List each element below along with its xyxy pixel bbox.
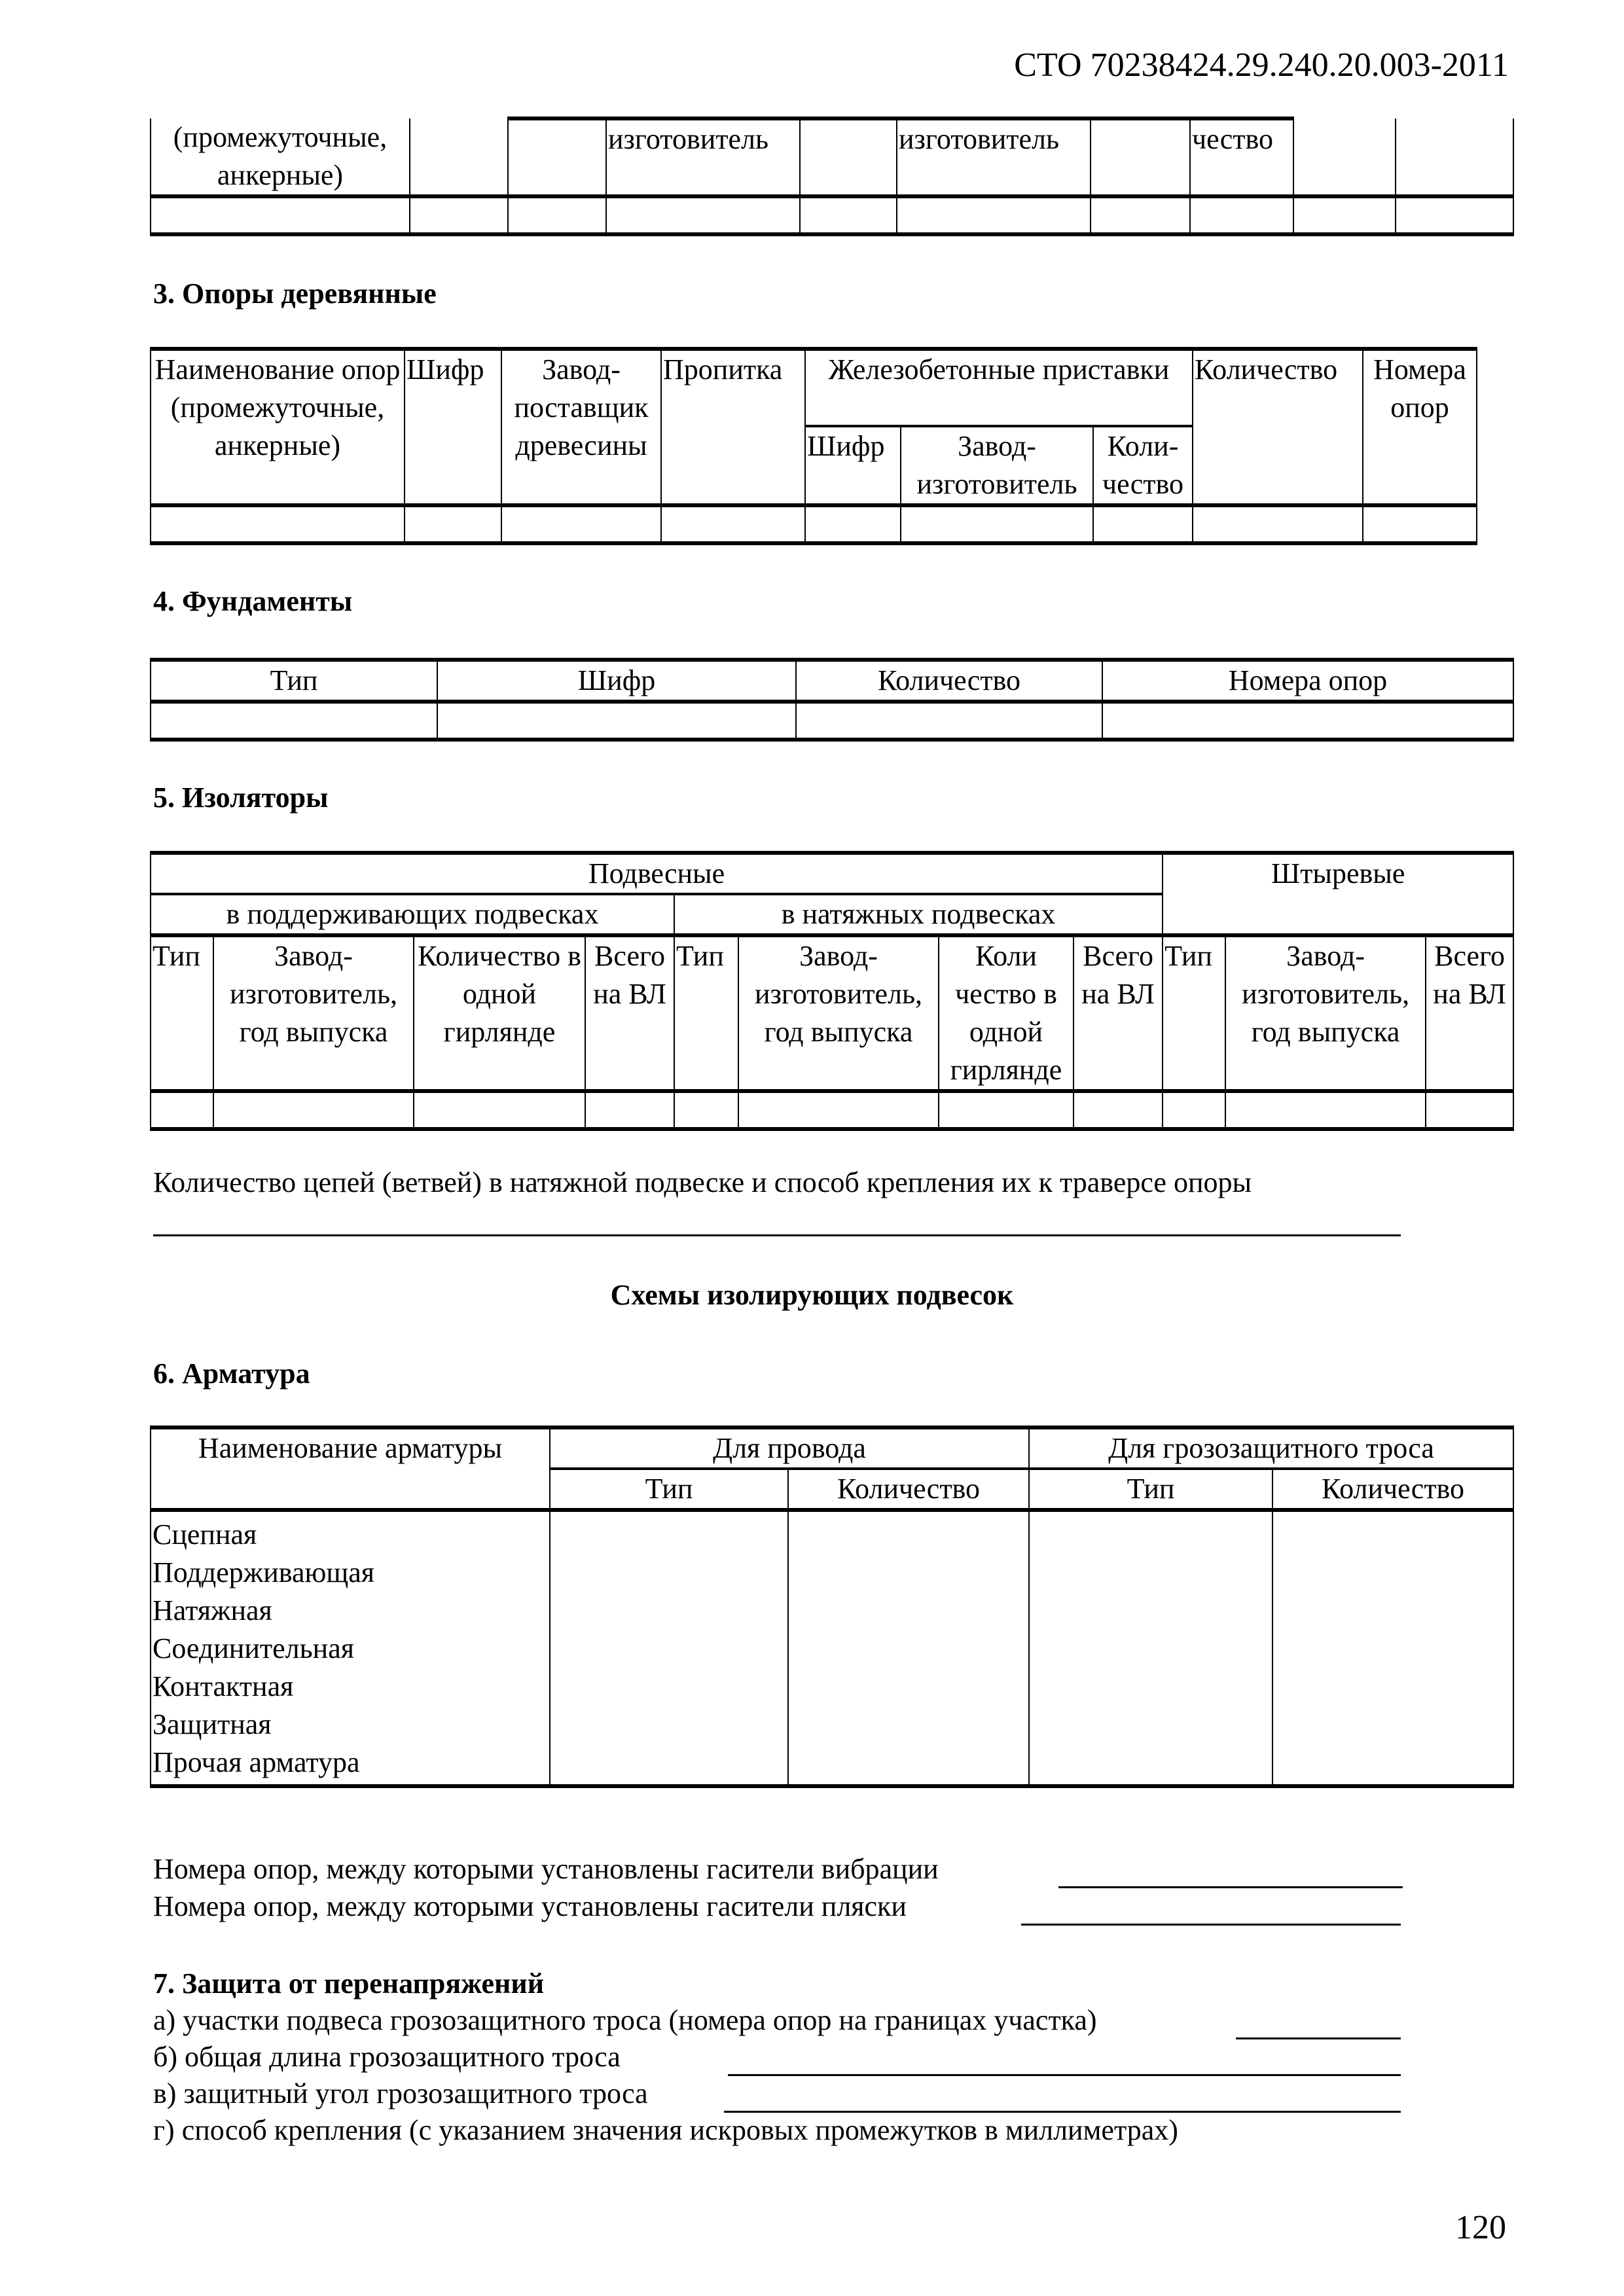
item-d-label: г) способ крепления (с указанием значения искровых промежутков в миллиметрах) xyxy=(153,2114,1178,2146)
header-name: Наименование арматуры xyxy=(151,1427,550,1510)
header-qty: Количество xyxy=(1193,349,1363,505)
section-7-title: 7. Защита от перенапряжений xyxy=(153,1967,545,2000)
header-maker: Завод-изготовитель, год выпуска xyxy=(213,935,414,1091)
dance-dampers-fill-line[interactable] xyxy=(1021,1924,1401,1926)
input-cell[interactable] xyxy=(738,1091,939,1129)
input-cell[interactable] xyxy=(151,196,410,234)
insulators-table xyxy=(150,851,1514,1131)
input-cell[interactable] xyxy=(1093,505,1193,543)
header-qty: Количество xyxy=(796,660,1102,702)
continued-table xyxy=(150,117,1514,236)
input-cell[interactable] xyxy=(151,702,437,740)
header-type: Тип xyxy=(151,935,213,1091)
input-cell[interactable] xyxy=(414,1091,585,1129)
input-cell[interactable] xyxy=(788,1510,1029,1786)
input-cell[interactable] xyxy=(1190,196,1293,234)
header-code: Шифр xyxy=(437,660,796,702)
header-total: Всего на ВЛ xyxy=(585,935,674,1091)
fitting-row: Сцепная xyxy=(153,1518,257,1551)
header-qty-string: Коли чество в одной гирлянде xyxy=(939,935,1074,1091)
cell-maker: изготовитель xyxy=(897,118,1091,196)
input-cell[interactable] xyxy=(1293,196,1396,234)
input-cell[interactable] xyxy=(1193,505,1363,543)
header-name: Наименование опор (промежуточные, анкерные) xyxy=(151,349,405,505)
input-cell[interactable] xyxy=(901,505,1093,543)
input-cell[interactable] xyxy=(1074,1091,1163,1129)
header-type: Тип xyxy=(1163,935,1225,1091)
input-cell[interactable] xyxy=(1396,196,1513,234)
fitting-row: Натяжная xyxy=(153,1594,272,1626)
fittings-list xyxy=(151,1510,550,1786)
item-c-label: в) защитный угол грозозащитного троса xyxy=(153,2077,648,2109)
vibration-dampers-fill-line[interactable] xyxy=(1058,1886,1403,1888)
input-cell[interactable] xyxy=(1029,1510,1272,1786)
input-cell[interactable] xyxy=(674,1091,738,1129)
document-code: СТО 70238424.29.240.20.003-2011 xyxy=(1014,46,1509,84)
chains-note: Количество цепей (ветвей) в натяжной подвеске и способ крепления их к траверсе опоры xyxy=(153,1166,1252,1198)
dance-dampers-label: Номера опор, между которыми установлены гасители пляски xyxy=(153,1890,907,1922)
section-4-title: 4. Фундаменты xyxy=(153,585,353,617)
input-cell[interactable] xyxy=(213,1091,414,1129)
input-cell[interactable] xyxy=(151,505,405,543)
header-supplier: Завод-поставщик древесины xyxy=(501,349,661,505)
input-cell[interactable] xyxy=(606,196,800,234)
input-cell[interactable] xyxy=(1225,1091,1426,1129)
input-cell[interactable] xyxy=(437,702,796,740)
item-a-label: а) участки подвеса грозозащитного троса (номера опор на границах участка) xyxy=(153,2004,1097,2036)
header-rc-qty: Коли-чество xyxy=(1093,426,1193,505)
header-type: Тип xyxy=(674,935,738,1091)
cell-qty: чество xyxy=(1190,118,1293,196)
cell xyxy=(1293,118,1396,196)
input-cell[interactable] xyxy=(405,505,501,543)
input-cell[interactable] xyxy=(1272,1510,1513,1786)
input-cell[interactable] xyxy=(796,702,1102,740)
input-cell[interactable] xyxy=(1363,505,1477,543)
input-cell[interactable] xyxy=(1102,702,1513,740)
header-type: Тип xyxy=(151,660,437,702)
item-b-fill-line[interactable] xyxy=(728,2074,1401,2076)
header-supporting: в поддерживающих подвесках xyxy=(151,894,674,935)
header-for-wire: Для провода xyxy=(550,1427,1029,1469)
input-cell[interactable] xyxy=(501,505,661,543)
header-qty: Количество xyxy=(788,1469,1029,1510)
cell-name: (промежуточные, анкерные) xyxy=(151,118,410,196)
input-cell[interactable] xyxy=(1163,1091,1225,1129)
header-rc-attachments: Железобетонные приставки xyxy=(805,349,1193,426)
section-3-title: 3. Опоры деревянные xyxy=(153,278,437,310)
fitting-row: Поддерживающая xyxy=(153,1556,375,1588)
input-cell[interactable] xyxy=(805,505,901,543)
header-code: Шифр xyxy=(405,349,501,505)
header-rc-code: Шифр xyxy=(805,426,901,505)
header-for-ground-wire: Для грозозащитного троса xyxy=(1029,1427,1513,1469)
input-cell[interactable] xyxy=(410,196,508,234)
vibration-dampers-label: Номера опор, между которыми установлены гасители вибрации xyxy=(153,1853,939,1885)
input-cell[interactable] xyxy=(508,196,606,234)
fitting-row: Прочая арматура xyxy=(153,1746,360,1778)
header-rc-maker: Завод-изготовитель xyxy=(901,426,1093,505)
item-a-fill-line[interactable] xyxy=(1236,2037,1401,2039)
fitting-row: Соединительная xyxy=(153,1632,354,1664)
cell xyxy=(508,118,606,196)
chains-fill-line[interactable] xyxy=(153,1234,1401,1236)
input-cell[interactable] xyxy=(661,505,805,543)
input-cell[interactable] xyxy=(550,1510,788,1786)
input-cell[interactable] xyxy=(151,1091,213,1129)
header-total: Всего на ВЛ xyxy=(1426,935,1513,1091)
header-numbers: Номера опор xyxy=(1102,660,1513,702)
input-cell[interactable] xyxy=(897,196,1091,234)
schemes-title: Схемы изолирующих подвесок xyxy=(610,1279,1014,1311)
header-pin: Штыревые xyxy=(1163,853,1513,935)
cell-maker: изготовитель xyxy=(606,118,800,196)
fittings-table xyxy=(150,1426,1514,1788)
input-cell[interactable] xyxy=(939,1091,1074,1129)
item-b-label: б) общая длина грозозащитного троса xyxy=(153,2041,621,2073)
foundations-table xyxy=(150,658,1514,742)
header-suspension: Подвесные xyxy=(151,853,1163,894)
header-impregnation: Пропитка xyxy=(661,349,805,505)
input-cell[interactable] xyxy=(1091,196,1190,234)
cell xyxy=(1091,118,1190,196)
fitting-row: Контактная xyxy=(153,1670,294,1702)
section-5-title: 5. Изоляторы xyxy=(153,781,329,814)
cell xyxy=(800,118,897,196)
header-type: Тип xyxy=(550,1469,788,1510)
cell xyxy=(1396,118,1513,196)
page-number: 120 xyxy=(1455,2209,1506,2246)
header-numbers: Номера опор xyxy=(1363,349,1477,505)
input-cell[interactable] xyxy=(800,196,897,234)
header-qty: Количество xyxy=(1272,1469,1513,1510)
input-cell[interactable] xyxy=(1426,1091,1513,1129)
header-qty-string: Количество в одной гирлянде xyxy=(414,935,585,1091)
fitting-row: Защитная xyxy=(153,1708,272,1740)
header-maker: Завод-изготовитель, год выпуска xyxy=(738,935,939,1091)
header-maker: Завод-изготовитель, год выпуска xyxy=(1225,935,1426,1091)
cell xyxy=(410,118,508,196)
header-type: Тип xyxy=(1029,1469,1272,1510)
input-cell[interactable] xyxy=(585,1091,674,1129)
section-6-title: 6. Арматура xyxy=(153,1357,310,1390)
wooden-poles-table xyxy=(150,347,1477,545)
header-tension: в натяжных подвесках xyxy=(674,894,1163,935)
header-total: Всего на ВЛ xyxy=(1074,935,1163,1091)
